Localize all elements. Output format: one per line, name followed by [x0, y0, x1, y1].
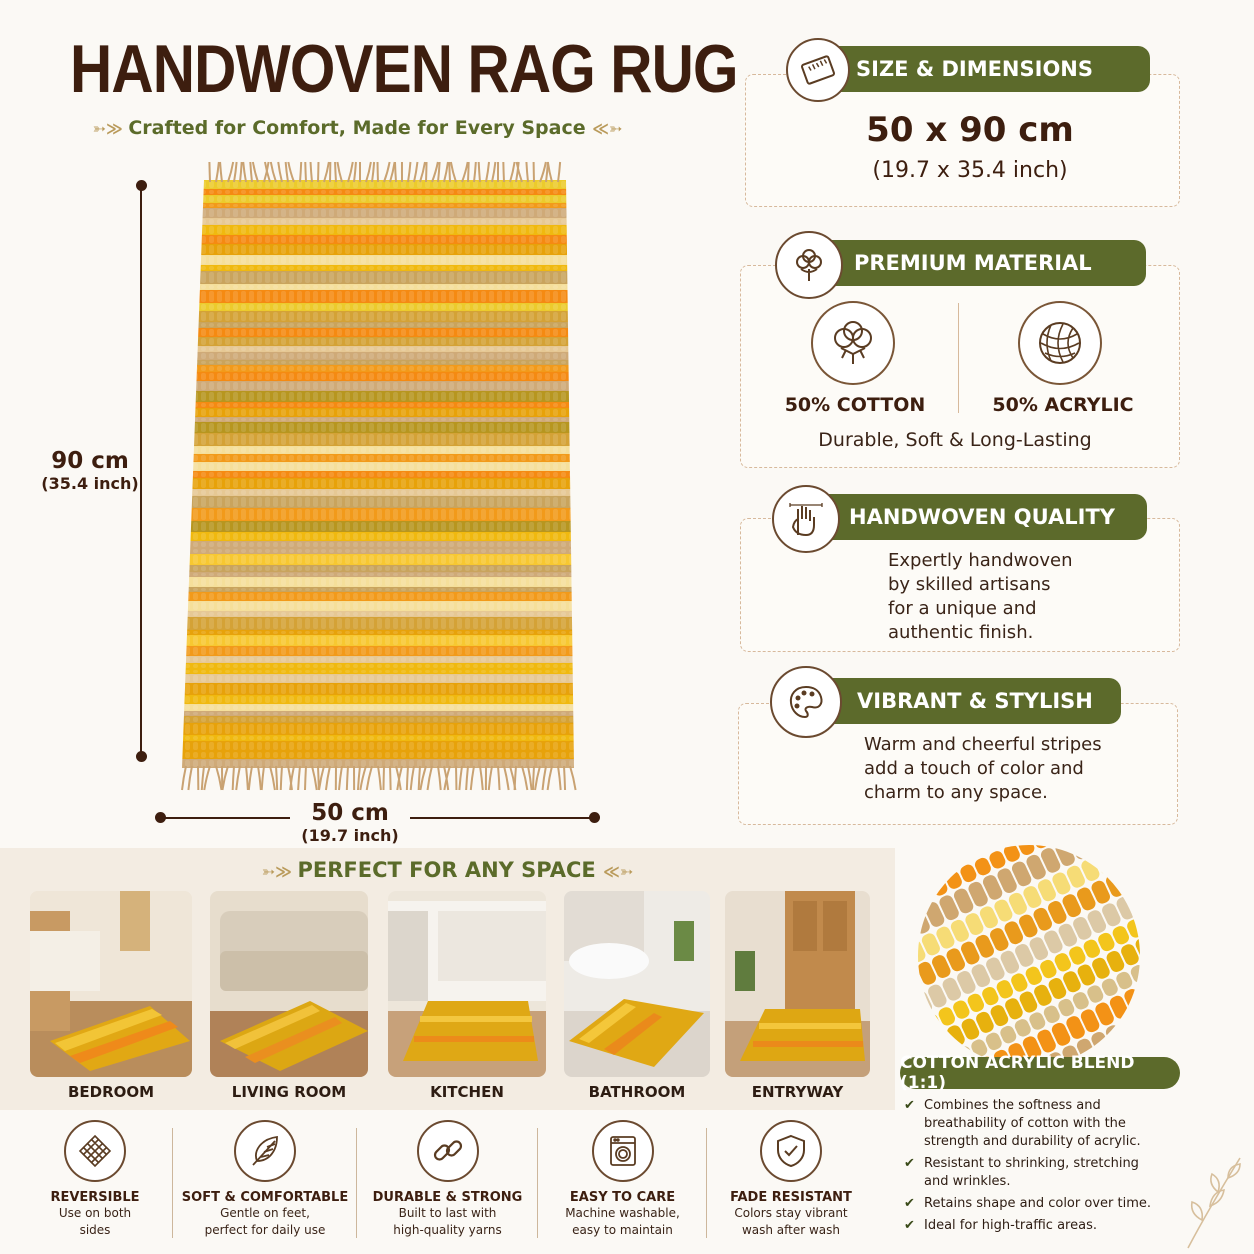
- height-bottom-dot: [136, 751, 147, 762]
- feather-icon: [234, 1120, 296, 1182]
- quality-line: for a unique and: [888, 598, 1037, 619]
- rug-closeup-image: [918, 845, 1140, 1067]
- size-sub: (19.7 x 35.4 inch): [872, 158, 1068, 183]
- feature-divider: [706, 1128, 707, 1238]
- width-cm: 50 cm: [311, 800, 389, 826]
- vibrant-line: add a touch of color and: [864, 758, 1084, 779]
- feature-title: EASY TO CARE: [569, 1190, 676, 1205]
- shield-check-icon: [760, 1120, 822, 1182]
- blend-list: [904, 1097, 1154, 1239]
- feature-title: DURABLE & STRONG: [372, 1190, 523, 1205]
- leaf-sprig-icon: [1178, 1150, 1248, 1250]
- room-image-bathroom: [564, 891, 710, 1077]
- feature-easy-care: [545, 1120, 700, 1239]
- room-label-kitchen: KITCHEN: [430, 1083, 504, 1101]
- feature-title: SOFT & COMFORTABLE: [181, 1190, 349, 1205]
- feature-desc: Gentle on feet,: [220, 1206, 310, 1220]
- height-inch: (35.4 inch): [41, 474, 139, 493]
- size-card-header: SIZE & DIMENSIONS: [822, 46, 1150, 92]
- acrylic-label: 50% ACRYLIC: [992, 394, 1134, 416]
- check-icon: ✔: [904, 1156, 915, 1171]
- height-label: [40, 448, 140, 493]
- quality-card-header: HANDWOVEN QUALITY: [815, 494, 1147, 540]
- room-label-living-room: LIVING ROOM: [231, 1083, 347, 1101]
- feature-durable: [365, 1120, 530, 1239]
- spaces-title-text: PERFECT FOR ANY SPACE: [297, 858, 596, 882]
- left-ornament-icon: ➳≫: [92, 119, 129, 138]
- feature-desc: Colors stay vibrant: [734, 1206, 848, 1220]
- feature-desc: sides: [79, 1223, 111, 1237]
- height-cm: 90 cm: [51, 448, 129, 474]
- ruler-icon: [786, 38, 850, 102]
- vibrant-line: Warm and cheerful stripes: [864, 734, 1102, 755]
- feature-desc: Built to last with: [398, 1206, 497, 1220]
- cotton-flower-icon: [775, 231, 843, 299]
- check-icon: ✔: [904, 1218, 915, 1233]
- palette-icon: [770, 666, 842, 738]
- check-icon: ✔: [904, 1196, 915, 1211]
- vibrant-card-header: VIBRANT & STYLISH: [823, 678, 1121, 724]
- page-title: HANDWOVEN RAG RUG: [70, 31, 738, 107]
- feature-desc: easy to maintain: [572, 1223, 673, 1237]
- weave-grid-icon: [64, 1120, 126, 1182]
- material-card-header: PREMIUM MATERIAL: [820, 240, 1146, 286]
- blend-item-text: Combines the softness and breathability of cotton with the strength and durability of acrylic.: [924, 1098, 1141, 1149]
- rug-image: [176, 158, 578, 798]
- vibrant-text: [864, 733, 1164, 805]
- width-inch: (19.7 inch): [301, 826, 399, 845]
- feature-divider: [356, 1128, 357, 1238]
- feature-reversible: [20, 1120, 170, 1239]
- page-subtitle: [85, 117, 630, 139]
- check-icon: ✔: [904, 1098, 915, 1113]
- blend-item: [904, 1155, 1154, 1191]
- room-image-entryway: [725, 891, 870, 1077]
- room-label-bedroom: BEDROOM: [67, 1083, 155, 1101]
- blend-item-text: Retains shape and color over time.: [924, 1196, 1151, 1211]
- chain-link-icon: [417, 1120, 479, 1182]
- width-right-dot: [589, 812, 600, 823]
- blend-item: [904, 1217, 1154, 1235]
- material-divider: [958, 303, 959, 413]
- material-caption: Durable, Soft & Long-Lasting: [818, 429, 1092, 451]
- right-ornament-icon: ≪➳: [592, 119, 623, 138]
- cotton-label: 50% COTTON: [784, 394, 926, 416]
- blend-item: [904, 1097, 1154, 1151]
- cotton-icon: [811, 301, 895, 385]
- width-left-dot: [155, 812, 166, 823]
- yarn-ball-icon: [1018, 301, 1102, 385]
- feature-desc: Machine washable,: [565, 1206, 680, 1220]
- subtitle-text: Crafted for Comfort, Made for Every Space: [128, 117, 586, 139]
- height-top-dot: [136, 180, 147, 191]
- hand-weaving-icon: [772, 485, 840, 553]
- feature-desc: perfect for daily use: [204, 1223, 326, 1237]
- feature-desc: high-quality yarns: [393, 1223, 502, 1237]
- feature-fade-resistant: [712, 1120, 870, 1239]
- feature-title: FADE RESISTANT: [730, 1190, 852, 1205]
- vibrant-line: charm to any space.: [864, 782, 1048, 803]
- feature-desc: Use on both: [58, 1206, 132, 1220]
- blend-item-text: Ideal for high-traffic areas.: [924, 1218, 1097, 1233]
- feature-soft: [180, 1120, 350, 1239]
- right-ornament-icon: ≪➳: [603, 862, 634, 881]
- room-image-bedroom: [30, 891, 192, 1077]
- room-label-bathroom: BATHROOM: [588, 1083, 686, 1101]
- blend-item: [904, 1195, 1154, 1213]
- room-image-living-room: [210, 891, 368, 1077]
- height-dimension-line: [140, 185, 142, 757]
- blend-header: COTTON ACRYLIC BLEND (1:1): [900, 1057, 1180, 1089]
- quality-text: [888, 549, 1168, 645]
- width-label: [290, 800, 410, 845]
- left-ornament-icon: ➳≫: [261, 862, 298, 881]
- room-image-kitchen: [388, 891, 546, 1077]
- spaces-title: [0, 858, 895, 882]
- quality-line: authentic finish.: [888, 622, 1034, 643]
- washing-machine-icon: [592, 1120, 654, 1182]
- feature-desc: wash after wash: [741, 1223, 841, 1237]
- feature-title: REVERSIBLE: [50, 1190, 140, 1205]
- feature-divider: [172, 1128, 173, 1238]
- size-main: 50 x 90 cm: [866, 110, 1074, 150]
- room-label-entryway: ENTRYWAY: [751, 1083, 844, 1101]
- quality-line: by skilled artisans: [888, 574, 1051, 595]
- blend-item-text: Resistant to shrinking, stretching and wrinkles.: [924, 1156, 1139, 1189]
- feature-divider: [537, 1128, 538, 1238]
- quality-line: Expertly handwoven: [888, 550, 1073, 571]
